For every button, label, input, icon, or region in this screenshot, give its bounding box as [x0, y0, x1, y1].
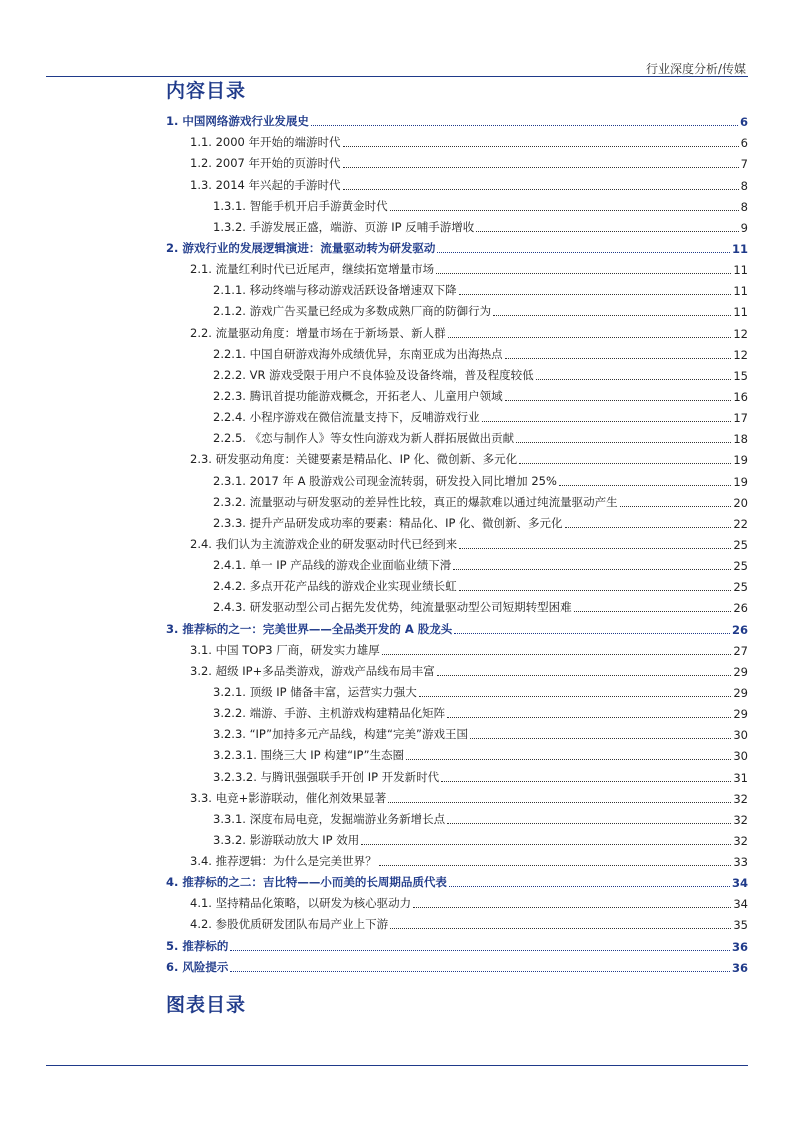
toc-entry[interactable]	[166, 383, 748, 404]
toc-entry[interactable]	[166, 193, 748, 214]
toc-entry-page: 36	[731, 939, 748, 954]
toc-entry-label: 1.3.1. 智能手机开启手游黄金时代	[213, 198, 388, 213]
toc-entry-label: 2.2.2. VR 游戏受限于用户不良体验及设备终端，普及程度较低	[213, 367, 534, 382]
toc-entry-page: 7	[740, 157, 748, 172]
toc-entry-page: 25	[733, 559, 748, 574]
toc-entry[interactable]	[166, 658, 748, 679]
toc-entry[interactable]	[166, 954, 748, 975]
toc-entry[interactable]	[166, 827, 748, 848]
toc-entry-label: 1.3.2. 手游发展正盛，端游、页游 IP 反哺手游增收	[213, 219, 475, 234]
toc-dot-leader	[390, 928, 731, 929]
toc-entry[interactable]	[166, 510, 748, 531]
toc-dot-leader	[419, 696, 732, 697]
toc-entry-label: 1.3. 2014 年兴起的手游时代	[190, 177, 341, 192]
toc-entry-page: 25	[733, 580, 748, 595]
toc-entry[interactable]	[166, 171, 748, 192]
toc-dot-leader	[447, 823, 731, 824]
toc-entry-page: 22	[733, 516, 748, 531]
toc-entry-page: 12	[733, 326, 748, 341]
toc-entry[interactable]	[166, 721, 748, 742]
toc-entry[interactable]	[166, 615, 748, 636]
toc-entry[interactable]	[166, 785, 748, 806]
toc-entry-label: 3.2.2. 端游、手游、主机游戏构建精品化矩阵	[213, 706, 446, 721]
toc-entry-page: 30	[733, 749, 748, 764]
toc-entry[interactable]	[166, 319, 748, 340]
toc-entry-label: 2.2. 流量驱动角度：增量市场在于新场景、新人群	[190, 325, 446, 340]
toc-entry-label: 3.2.1. 顶级 IP 储备丰富，运营实力强大	[213, 684, 417, 699]
toc-dot-leader	[343, 167, 739, 168]
toc-entry-label: 3.2. 超级 IP+多品类游戏，游戏产品线布局丰富	[190, 663, 435, 678]
toc-entry-label: 3.4. 推荐逻辑：为什么是完美世界？	[190, 854, 377, 869]
toc-dot-leader	[448, 337, 732, 338]
toc-dot-leader	[516, 442, 731, 443]
toc-entry[interactable]	[166, 404, 748, 425]
toc-dot-leader	[230, 971, 730, 972]
toc-entry[interactable]	[166, 531, 748, 552]
toc-entry-label: 1.2. 2007 年开始的页游时代	[190, 156, 341, 171]
toc-entry-page: 35	[733, 918, 748, 933]
toc-entry-page: 11	[733, 305, 748, 320]
toc-entry-label: 4. 推荐标的之二：吉比特——小而美的长周期品质代表	[166, 875, 447, 890]
toc-entry[interactable]	[166, 911, 748, 932]
toc-entry[interactable]	[166, 848, 748, 869]
toc-entry-label: 5. 推荐标的	[166, 938, 229, 953]
toc-dot-leader	[519, 463, 731, 464]
toc-entry-page: 19	[733, 474, 748, 489]
toc-dot-leader	[361, 844, 731, 845]
toc-dot-leader	[449, 886, 730, 887]
toc-dot-leader	[413, 907, 731, 908]
toc-dot-leader	[459, 548, 731, 549]
toc-entry-label: 3.1. 中国 TOP3 厂商，研发实力雄厚	[190, 642, 380, 657]
toc-entry-label: 2.3.2. 流量驱动与研发驱动的差异性比较，真正的爆款难以通过纯流量驱动产生	[213, 494, 618, 509]
toc-entry[interactable]	[166, 552, 748, 573]
toc-entry[interactable]	[166, 679, 748, 700]
toc-dot-leader	[390, 210, 739, 211]
toc-entry[interactable]	[166, 700, 748, 721]
toc-entry-page: 30	[733, 728, 748, 743]
toc-entry-page: 29	[733, 707, 748, 722]
toc-entry-label: 3.3.1. 深度布局电竞，发掘端游业务新增长点	[213, 811, 446, 826]
toc-entry-label: 3. 推荐标的之一：完美世界——全品类开发的 A 股龙头	[166, 621, 453, 636]
toc-entry-page: 34	[733, 897, 748, 912]
toc-entry-label: 2.1.1. 移动终端与移动游戏活跃设备增速双下降	[213, 283, 457, 298]
toc-entry-page: 8	[740, 178, 748, 193]
figures-title: 图表目录	[166, 994, 247, 1016]
toc-dot-leader	[493, 315, 731, 316]
toc-entry-page: 26	[731, 622, 748, 637]
toc-entry[interactable]	[166, 362, 748, 383]
toc-dot-leader	[536, 379, 732, 380]
toc-entry[interactable]	[166, 489, 748, 510]
toc-entry-label: 3.3.2. 影游联动放大 IP 效用	[213, 832, 360, 847]
toc-entry-page: 8	[740, 199, 748, 214]
toc-entry-page: 33	[733, 855, 748, 870]
toc-entry[interactable]	[166, 594, 748, 615]
toc-dot-leader	[454, 633, 730, 634]
toc-entry[interactable]	[166, 108, 748, 129]
toc-dot-leader	[441, 781, 731, 782]
toc-entry[interactable]	[166, 150, 748, 171]
toc-entry-label: 2.2.3. 腾讯首提功能游戏概念，开拓老人、儿童用户领域	[213, 388, 503, 403]
toc-dot-leader	[459, 294, 732, 295]
footer-divider	[46, 1065, 748, 1066]
toc-entry-page: 18	[733, 432, 748, 447]
toc-entry-page: 32	[733, 812, 748, 827]
toc-dot-leader	[437, 252, 730, 253]
toc-entry[interactable]	[166, 235, 748, 256]
toc-entry-label: 2.3. 研发驱动角度：关键要素是精品化、IP 化、微创新、多元化	[190, 452, 518, 467]
toc-entry-page: 15	[733, 368, 748, 383]
toc-entry-page: 6	[739, 115, 748, 130]
toc-entry-page: 32	[733, 833, 748, 848]
toc-entry-page: 9	[740, 220, 748, 235]
toc-entry[interactable]	[166, 214, 748, 235]
toc-entry-label: 3.2.3.2. 与腾讯强强联手开创 IP 开发新时代	[213, 769, 440, 784]
toc-entry[interactable]	[166, 446, 748, 467]
toc-dot-leader	[565, 527, 732, 528]
toc-entry-page: 26	[733, 601, 748, 616]
toc-entry-label: 6. 风险提示	[166, 959, 229, 974]
toc-dot-leader	[453, 569, 731, 570]
toc-dot-leader	[388, 802, 731, 803]
toc-entry-label: 2.3.3. 提升产品研发成功率的要素：精品化、IP 化、微创新、多元化	[213, 515, 563, 530]
toc-entry-label: 2.2.5. 《恋与制作人》等女性向游戏为新人群拓展做出贡献	[213, 431, 515, 446]
toc-entry-label: 4.2. 参股优质研发团队布局产业上下游	[190, 917, 389, 932]
toc-entry-label: 2.2.4. 小程序游戏在微信流量支持下，反哺游戏行业	[213, 410, 480, 425]
toc-entry-label: 3.2.3.1. 围绕三大 IP 构建“IP”生态圈	[213, 748, 405, 763]
toc-entry[interactable]	[166, 806, 748, 827]
toc-entry-label: 2.4.3. 研发驱动型公司占据先发优势，纯流量驱动型公司短期转型困难	[213, 600, 572, 615]
toc-title: 内容目录	[166, 80, 247, 102]
toc-entry-page: 31	[733, 770, 748, 785]
toc-entry-page: 11	[733, 284, 748, 299]
toc-entry[interactable]	[166, 425, 748, 446]
toc-entry-label: 3.2.3. “IP”加持多元产品线，构建“完美”游戏王国	[213, 727, 468, 742]
toc-entry-label: 2.1.2. 游戏广告买量已经成为多数成熟厂商的防御行为	[213, 304, 492, 319]
toc-dot-leader	[559, 485, 731, 486]
toc-entry-page: 17	[733, 411, 748, 426]
toc-entry-label: 1. 中国网络游戏行业发展史	[166, 114, 309, 129]
toc-entry-page: 12	[733, 347, 748, 362]
toc-dot-leader	[447, 717, 731, 718]
toc-entry[interactable]	[166, 637, 748, 658]
toc-dot-leader	[311, 125, 738, 126]
toc-entry-label: 2.4.1. 单一 IP 产品线的游戏企业面临业绩下滑	[213, 558, 452, 573]
toc-entry-page: 32	[733, 791, 748, 806]
toc-entry-page: 25	[733, 537, 748, 552]
toc-entry-page: 20	[733, 495, 748, 510]
toc-dot-leader	[620, 506, 732, 507]
toc-entry-label: 2.1. 流量红利时代已近尾声，继续拓宽增量市场	[190, 262, 435, 277]
toc-dot-leader	[470, 738, 731, 739]
page-header-text: 行业深度分析/传媒	[645, 62, 746, 76]
toc-dot-leader	[382, 654, 732, 655]
toc-entry-label: 2.2.1. 中国自研游戏海外成绩优异，东南亚成为出海热点	[213, 346, 503, 361]
toc-dot-leader	[574, 611, 732, 612]
toc-entry-page: 36	[731, 960, 748, 975]
toc-dot-leader	[505, 400, 732, 401]
toc-entry[interactable]	[166, 298, 748, 319]
toc-dot-leader	[406, 759, 731, 760]
toc-entry[interactable]	[166, 467, 748, 488]
toc-entry-page: 29	[733, 664, 748, 679]
toc-entry-label: 3.3. 电竞+影游联动，催化剂效果显著	[190, 790, 387, 805]
toc-entry-label: 2.4. 我们认为主流游戏企业的研发驱动时代已经到来	[190, 536, 458, 551]
toc-entry[interactable]	[166, 890, 748, 911]
toc-entry-page: 19	[733, 453, 748, 468]
toc-entry[interactable]	[166, 742, 748, 763]
toc-entry-page: 34	[731, 876, 748, 891]
toc-entry-label: 2. 游戏行业的发展逻辑演进：流量驱动转为研发驱动	[166, 240, 436, 255]
toc-dot-leader	[476, 231, 738, 232]
toc-entry-page: 16	[733, 389, 748, 404]
toc-dot-leader	[459, 590, 732, 591]
toc-entry-page: 11	[733, 263, 748, 278]
toc-entry[interactable]	[166, 129, 748, 150]
toc-dot-leader	[436, 273, 731, 274]
header-divider	[46, 76, 748, 77]
toc-dot-leader	[437, 675, 732, 676]
toc-entry[interactable]	[166, 256, 748, 277]
toc-entry-label: 1.1. 2000 年开始的端游时代	[190, 135, 341, 150]
toc-dot-leader	[230, 950, 730, 951]
toc-entry-label: 2.3.1. 2017 年 A 股游戏公司现金流转弱，研发投入同比增加 25%	[213, 473, 557, 488]
toc-entry-label: 2.4.2. 多点开花产品线的游戏企业实现业绩长虹	[213, 579, 457, 594]
toc-dot-leader	[379, 865, 732, 866]
toc-dot-leader	[482, 421, 732, 422]
toc-entry[interactable]	[166, 277, 748, 298]
toc-dot-leader	[343, 146, 739, 147]
toc-entry[interactable]	[166, 932, 748, 953]
toc-entry-page: 11	[731, 241, 748, 256]
toc-entry-page: 6	[740, 136, 748, 151]
toc-dot-leader	[505, 358, 732, 359]
toc-entry[interactable]	[166, 573, 748, 594]
toc-entry[interactable]	[166, 763, 748, 784]
toc-entry-label: 4.1. 坚持精品化策略，以研发为核心驱动力	[190, 896, 412, 911]
toc-entry[interactable]	[166, 341, 748, 362]
toc-entry-page: 27	[733, 643, 748, 658]
toc-entry-page: 29	[733, 685, 748, 700]
toc-dot-leader	[343, 189, 739, 190]
table-of-contents	[166, 108, 748, 975]
toc-entry[interactable]	[166, 869, 748, 890]
